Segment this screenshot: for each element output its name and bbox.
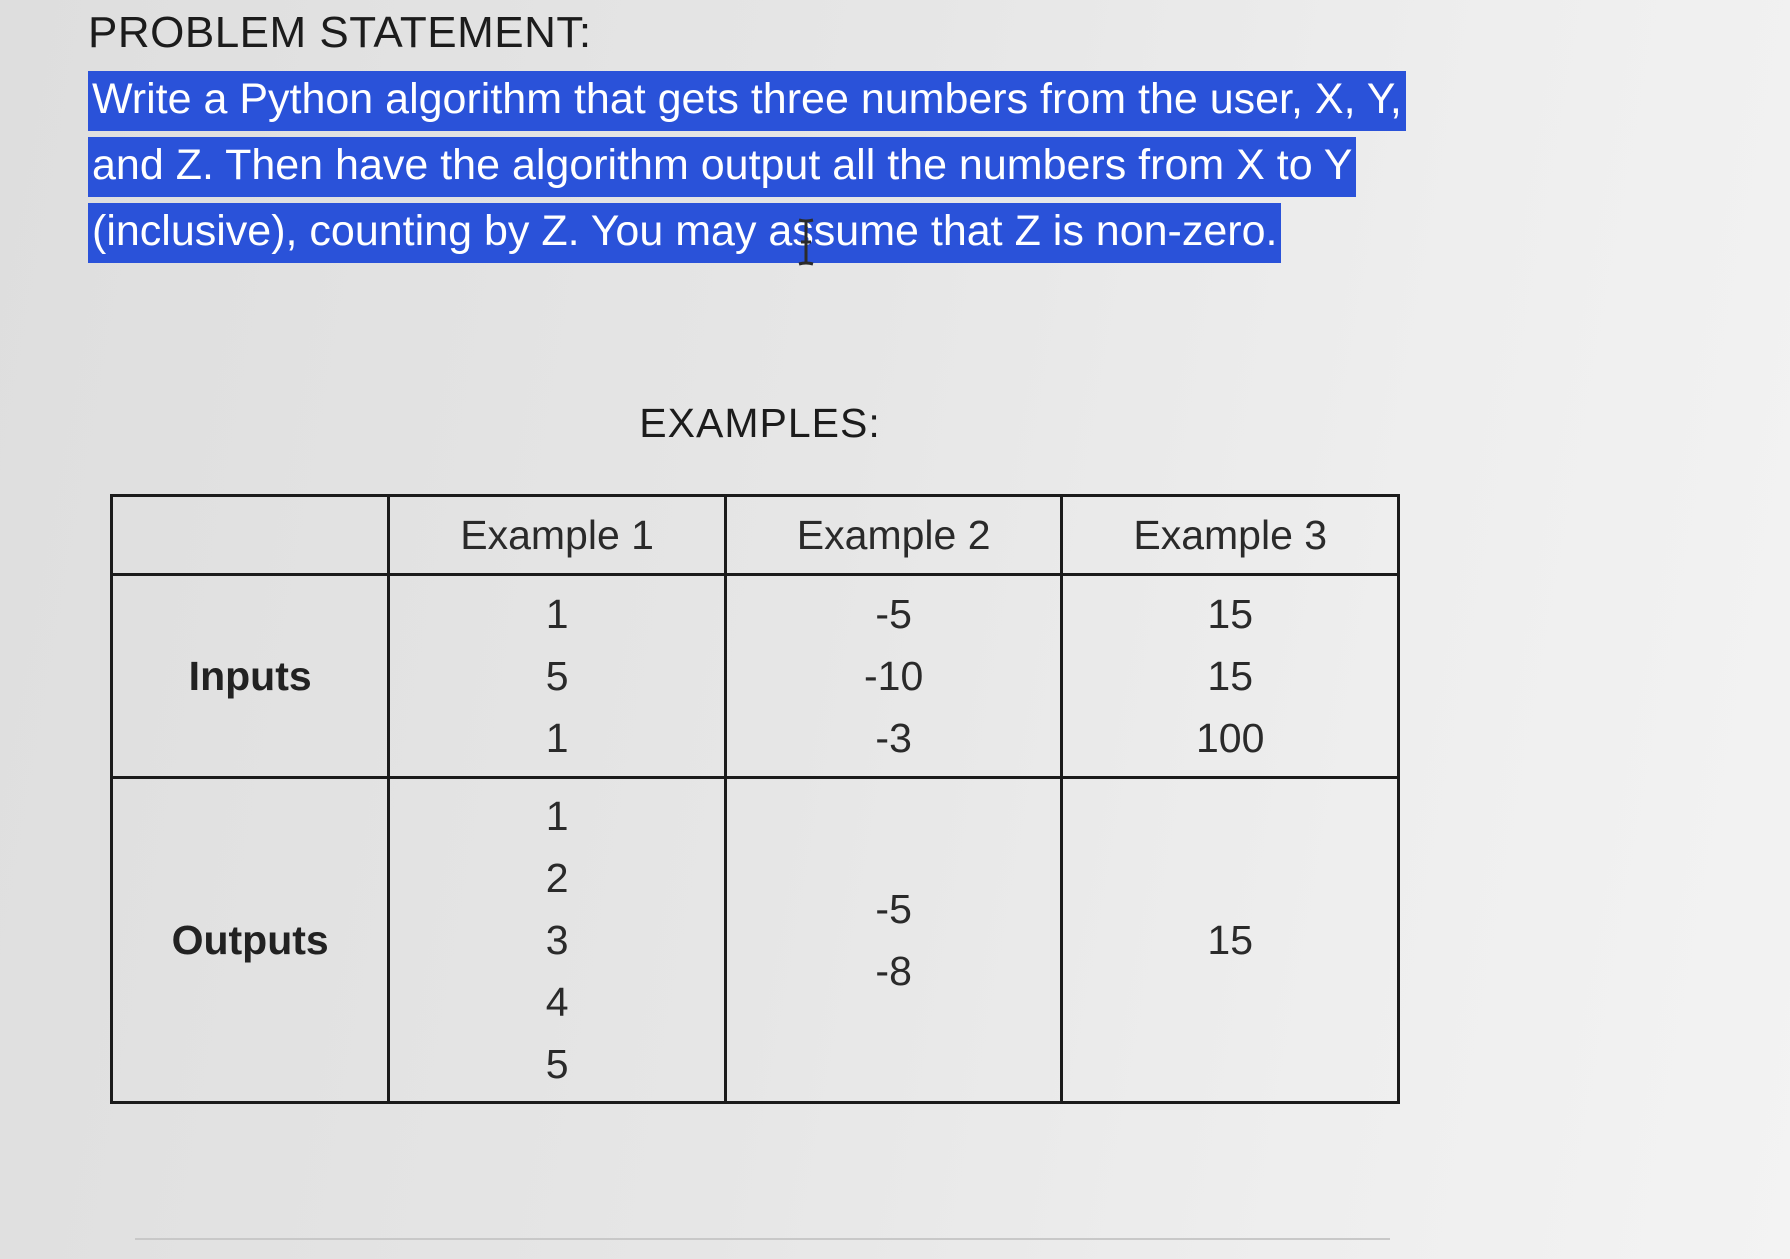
input-value: -3 — [875, 715, 912, 761]
input-value: 15 — [1207, 653, 1254, 699]
column-header-example-3: Example 3 — [1062, 496, 1399, 575]
outputs-example-3 — [1062, 778, 1399, 1103]
input-value: 1 — [545, 715, 569, 761]
input-value: 15 — [1207, 591, 1254, 637]
examples-table — [110, 494, 1400, 1104]
input-value: -10 — [864, 653, 924, 699]
row-label-outputs: Outputs — [112, 778, 389, 1103]
input-value: 100 — [1196, 715, 1265, 761]
input-value: 1 — [545, 591, 569, 637]
problem-heading: PROBLEM STATEMENT: — [88, 8, 592, 57]
examples-title: EXAMPLES: — [639, 400, 881, 446]
table-header-row — [112, 496, 1399, 575]
output-value: 5 — [545, 1041, 569, 1087]
output-value: 2 — [545, 855, 569, 901]
bottom-divider — [135, 1238, 1390, 1240]
column-header-example-2: Example 2 — [725, 496, 1062, 575]
outputs-row — [112, 778, 1399, 1103]
corner-cell — [112, 496, 389, 575]
output-value: 4 — [545, 979, 569, 1025]
output-value: 15 — [1207, 917, 1254, 963]
input-value: 5 — [545, 653, 569, 699]
inputs-example-2 — [725, 575, 1062, 778]
row-label-inputs: Inputs — [112, 575, 389, 778]
problem-text-selection[interactable]: Write a Python algorithm that gets three numbers from the user, X, Y, and Z. Then have the algorithm output all the numbers from X to Y (inclusive), counting by Z. You may assume that Z is non-zero. — [88, 71, 1406, 263]
outputs-example-1 — [389, 778, 726, 1103]
outputs-example-2 — [725, 778, 1062, 1103]
input-value: -5 — [875, 591, 912, 637]
inputs-example-1 — [389, 575, 726, 778]
inputs-row — [112, 575, 1399, 778]
inputs-example-3 — [1062, 575, 1399, 778]
problem-statement[interactable] — [88, 66, 1418, 264]
column-header-example-1: Example 1 — [389, 496, 726, 575]
output-value: -8 — [875, 948, 912, 994]
output-value: 1 — [545, 793, 569, 839]
output-value: -5 — [875, 886, 912, 932]
output-value: 3 — [545, 917, 569, 963]
text-cursor-icon — [796, 218, 816, 266]
